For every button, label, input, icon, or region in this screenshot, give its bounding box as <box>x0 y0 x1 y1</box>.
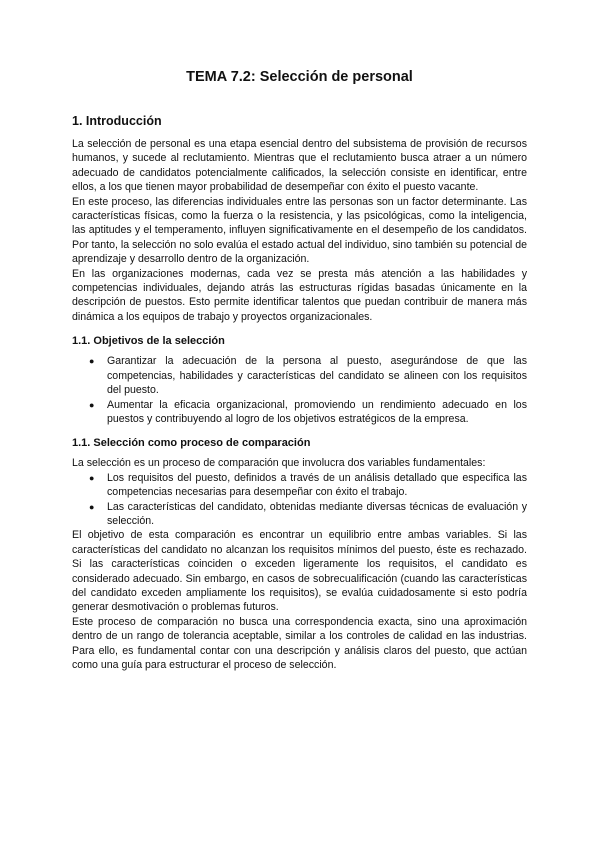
list-item <box>89 500 527 529</box>
document-page <box>72 68 527 672</box>
paragraph: En las organizaciones modernas, cada vez se presta más atención a las habilidades y competencias individuales, dejando atrás las estructuras rígidas basadas únicamente en la descripción de puestos. Esto permite identificar talentos que puedan contribuir de manera más dinámica a los equipos de trabajo y proyectos organizacionales. <box>72 267 527 323</box>
list-item <box>89 398 527 427</box>
paragraph: En este proceso, las diferencias individuales entre las personas son un factor determinante. Las características físicas, como la fuerza o la resistencia, y las psicológicas, como la inteligencia, las aptitudes y el temperamento, influyen significativamente en el desempeño de los candidatos. Por tanto, la selección no solo evalúa el estado actual del individuo, sino también su potencial de aprendizaje y desarrollo dentro de la organización. <box>72 195 527 266</box>
list-item <box>89 471 527 500</box>
bullet-icon: ● <box>89 399 95 410</box>
bullet-icon: ● <box>89 356 95 367</box>
list-item-text: Aumentar la eficacia organizacional, promoviendo un rendimiento adecuado en los puestos y contribuyendo al logro de los objetivos estratégicos de la empresa. <box>107 398 527 425</box>
bullet-list-objetivos <box>72 354 527 426</box>
paragraph: El objetivo de esta comparación es encontrar un equilibrio entre ambas variables. Si las características del candidato no alcanzan los requisitos mínimos del puesto, éste es rechazado. Si las características coinciden o exceden ligeramente los requisitos, el candidato es considerado adecuado. Sin embargo, en casos de sobrecualificación (cuando las características del candidato exceden ampliamente los requisitos), se evalúa cuidadosamente si esto podría generar desmotivación o problemas futuros. <box>72 529 527 614</box>
section-heading-introduccion: 1. Introducción <box>72 114 162 128</box>
bullet-list-variables <box>72 471 527 529</box>
subsection-heading-comparacion: 1.1. Selección como proceso de comparación <box>72 437 311 450</box>
subsection-heading-objetivos: 1.1. Objetivos de la selección <box>72 335 225 348</box>
document-title: TEMA 7.2: Selección de personal <box>186 69 413 85</box>
list-item-text: Las características del candidato, obtenidas mediante diversas técnicas de evaluación y selección. <box>107 500 527 527</box>
list-item-text: Garantizar la adecuación de la persona al puesto, asegurándose de que las competencias, habilidades y características del candidato se alineen con los requisitos del puesto. <box>107 355 527 397</box>
list-item-text: Los requisitos del puesto, definidos a través de un análisis detallado que especifica las competencias necesarias para desempeñar con éxito el trabajo. <box>107 471 527 499</box>
paragraph: Este proceso de comparación no busca una correspondencia exacta, sino una aproximación dentro de un rango de tolerancia aceptable, similar a los controles de calidad en las industrias. Para ello, es fundamental contar con una descripción y análisis claros del puesto, que actúan como una guía para estructurar el proceso de selección. <box>72 615 527 671</box>
paragraph: La selección de personal es una etapa esencial dentro del subsistema de provisión de recursos humanos, y sucede al reclutamiento. Mientras que el reclutamiento busca atraer a un número adecuado de candidatos potencialmente calificados, la selección consiste en identificar, entre ellos, a los que tienen mayor probabilidad de desempeñar con éxito el puesto vacante. <box>72 138 527 194</box>
bullet-icon: ● <box>89 472 95 483</box>
bullet-icon: ● <box>89 501 95 512</box>
paragraph: La selección es un proceso de comparación que involucra dos variables fundamentales: <box>72 457 486 470</box>
list-item <box>89 354 527 397</box>
